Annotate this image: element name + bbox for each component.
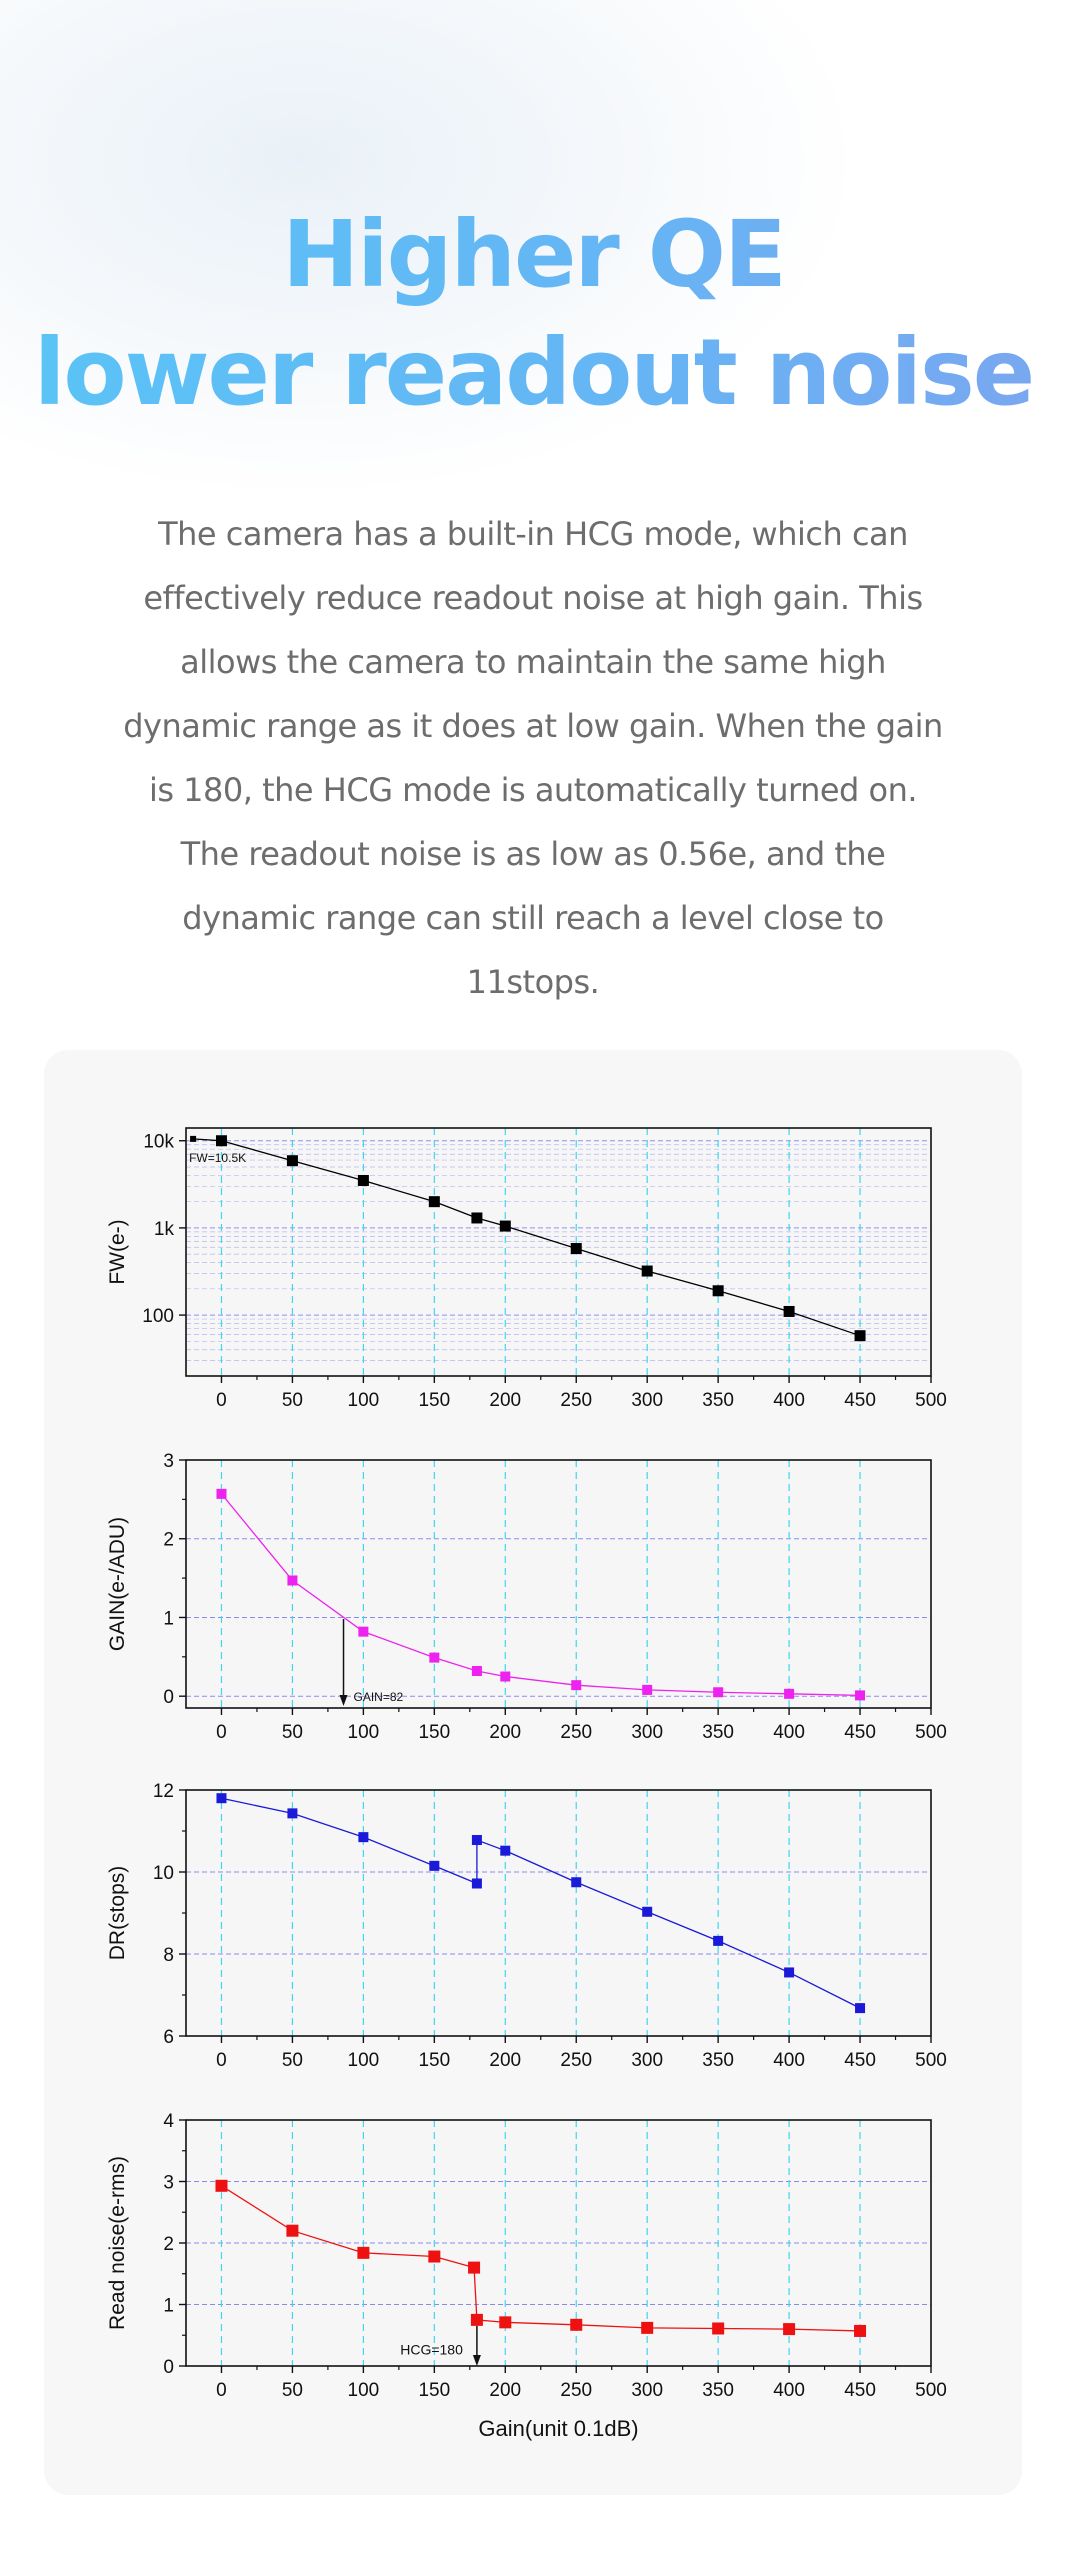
gain-point (784, 1689, 794, 1699)
fw-point (500, 1221, 511, 1232)
fw-annotation: FW=10.5K (189, 1150, 247, 1165)
dr-point (855, 2003, 865, 2013)
gain-point (429, 1653, 439, 1663)
fw-point (429, 1196, 440, 1207)
gain-xtick-label: 0 (216, 1722, 227, 1743)
fw-point (855, 1330, 866, 1341)
fw-xtick-label: 300 (631, 1390, 664, 1411)
gain-point (571, 1680, 581, 1690)
dr-point (500, 1846, 510, 1856)
dr-xtick-label: 350 (702, 2050, 734, 2071)
gain-xtick-label: 300 (631, 1722, 664, 1743)
gain-xtick-label: 50 (281, 1722, 303, 1743)
fw-ytick-label: 10k (143, 1131, 174, 1153)
dr-ytick-label: 6 (163, 2027, 174, 2048)
read_noise-xtick-label: 500 (915, 2380, 947, 2401)
read_noise-xtick-label: 100 (347, 2380, 380, 2401)
read_noise-xtick-label: 250 (560, 2380, 593, 2401)
read_noise-xtick-label: 200 (489, 2380, 522, 2401)
dr-point (287, 1808, 297, 1818)
gain-point (358, 1627, 368, 1637)
gain-point (287, 1575, 297, 1585)
gain-point (472, 1666, 482, 1676)
fw-point (190, 1136, 196, 1142)
dr-xtick-label: 450 (844, 2050, 876, 2071)
gain-xtick-label: 400 (773, 1722, 805, 1743)
read_noise-point (215, 2180, 227, 2192)
gain-ylabel: GAIN(e-/ADU) (106, 1516, 129, 1652)
dr-point (472, 1878, 482, 1888)
dr-ylabel: DR(stops) (106, 1865, 129, 1961)
read_noise-point (783, 2323, 795, 2335)
fw-point (571, 1243, 582, 1254)
dr-point (713, 1936, 723, 1946)
gain-ytick-label: 2 (163, 1529, 174, 1551)
gain-xtick-label: 450 (844, 1722, 876, 1743)
fw-point (471, 1212, 482, 1223)
dr-point (571, 1877, 581, 1887)
dr-xtick-label: 50 (281, 2050, 303, 2071)
heading-line-1: Higher QE (0, 196, 1067, 314)
fw-ylabel: FW(e-) (106, 1219, 129, 1285)
fw-xtick-label: 250 (560, 1390, 593, 1411)
dr-xtick-label: 400 (773, 2050, 805, 2071)
read_noise-ytick-label: 1 (163, 2295, 174, 2317)
read_noise-xtick-label: 0 (216, 2380, 227, 2401)
fw-point (713, 1285, 724, 1296)
gain-xtick-label: 500 (915, 1722, 947, 1743)
read_noise-point (286, 2225, 298, 2237)
read_noise-point (471, 2314, 483, 2326)
dr-xtick-label: 200 (489, 2050, 522, 2071)
heading-line-2: lower readout noise (0, 314, 1067, 432)
fw-xtick-label: 450 (844, 1390, 876, 1411)
read_noise-xtick-label: 400 (773, 2380, 805, 2401)
gain-point (855, 1690, 865, 1700)
gain-point (500, 1672, 510, 1682)
fw-point (358, 1175, 369, 1186)
read_noise-ytick-label: 2 (163, 2234, 174, 2255)
fw-xtick-label: 150 (418, 1390, 451, 1411)
dr-point (358, 1832, 368, 1842)
gain-xtick-label: 200 (489, 1722, 522, 1743)
gain-annotation: GAIN=82 (353, 1690, 404, 1704)
gain-xtick-label: 150 (418, 1722, 451, 1743)
read_noise-xtick-label: 300 (631, 2380, 664, 2401)
read_noise-point (468, 2262, 480, 2274)
dr-point (472, 1835, 482, 1845)
gain-ytick-label: 1 (163, 1608, 174, 1630)
dr-ytick-label: 12 (152, 1781, 174, 1802)
read_noise-ytick-label: 3 (163, 2172, 174, 2194)
read_noise-point (570, 2319, 582, 2331)
fw-ytick-label: 100 (142, 1306, 174, 1328)
dr-point (784, 1967, 794, 1977)
description: The camera has a built-in HCG mode, which can effectively reduce readout noise at high gain. This allows the camera to maintain the same high dynamic range as it does at low gain. When the gain is 180, the HCG mode is automatically turned on. The readout noise is as low as 0.56e, and the dynamic range can still reach a level close to 11stops. (123, 515, 943, 1001)
read_noise-point (712, 2322, 724, 2334)
dr-xtick-label: 500 (915, 2050, 947, 2071)
read_noise-xtick-label: 450 (844, 2380, 876, 2401)
read_noise-xtick-label: 150 (418, 2380, 451, 2401)
fw-xtick-label: 100 (347, 1390, 380, 1411)
read_noise-xtick-label: 350 (702, 2380, 734, 2401)
read_noise-point (499, 2316, 511, 2328)
gain-xtick-label: 100 (347, 1722, 380, 1743)
gain-point (642, 1685, 652, 1695)
read_noise-annotation: HCG=180 (400, 2341, 463, 2358)
fw-point (287, 1155, 298, 1166)
gain-ytick-label: 0 (163, 1687, 174, 1709)
fw-xtick-label: 0 (216, 1390, 227, 1411)
fw-xtick-label: 50 (281, 1390, 303, 1411)
read_noise-xtick-label: 50 (281, 2380, 303, 2401)
fw-xtick-label: 200 (489, 1390, 522, 1411)
fw-point (642, 1266, 653, 1277)
read_noise-ytick-label: 0 (163, 2357, 174, 2378)
gain-point (216, 1489, 226, 1499)
dr-xtick-label: 150 (418, 2050, 451, 2071)
fw-point (784, 1306, 795, 1317)
fw-xtick-label: 400 (773, 1390, 805, 1411)
read_noise-point (428, 2251, 440, 2263)
gain-ytick-label: 3 (163, 1451, 174, 1472)
dr-ytick-label: 10 (152, 1863, 174, 1884)
dr-point (429, 1861, 439, 1871)
read_noise-point (357, 2247, 369, 2259)
read_noise-point (641, 2322, 653, 2334)
dr-ytick-label: 8 (163, 1945, 174, 1966)
dr-xtick-label: 250 (560, 2050, 593, 2071)
fw-ytick-label: 1k (153, 1218, 174, 1240)
fw-point (216, 1135, 227, 1146)
dr-point (216, 1793, 226, 1803)
dr-xtick-label: 0 (216, 2050, 227, 2071)
fw-xtick-label: 500 (915, 1390, 947, 1411)
read_noise-point (854, 2325, 866, 2337)
read_noise-ylabel: Read noise(e-rms) (106, 2156, 129, 2330)
dr-point (642, 1907, 652, 1917)
gain-xtick-label: 250 (560, 1722, 593, 1743)
read_noise-xlabel: Gain(unit 0.1dB) (478, 2416, 639, 2441)
fw-xtick-label: 350 (702, 1390, 734, 1411)
dr-xtick-label: 100 (347, 2050, 380, 2071)
read_noise-ytick-label: 4 (163, 2111, 174, 2132)
dr-plot-area (186, 1790, 931, 2036)
dr-xtick-label: 300 (631, 2050, 664, 2071)
gain-point (713, 1687, 723, 1697)
gain-xtick-label: 350 (702, 1722, 734, 1743)
